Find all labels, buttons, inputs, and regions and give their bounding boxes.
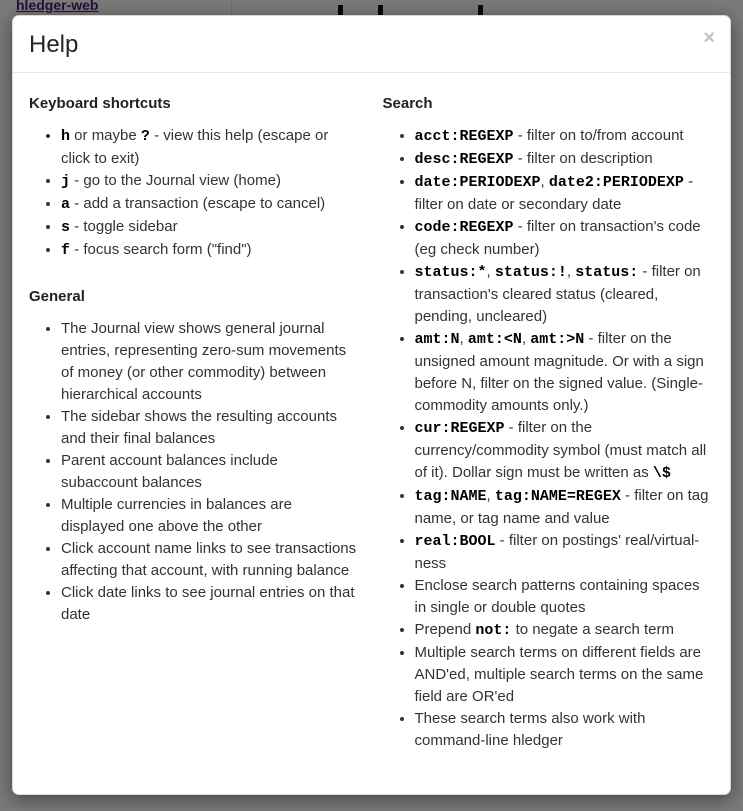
code-term: ? xyxy=(140,127,150,145)
help-modal xyxy=(12,15,731,795)
help-list-item: • date:PERIODEXP, date2:PERIODEXP - filter on date or secondary date xyxy=(415,171,713,216)
help-list-item: • a - add a transaction (escape to cancel) xyxy=(61,193,359,216)
right-column xyxy=(383,93,713,762)
code-term: cur:REGEXP xyxy=(414,419,505,437)
help-list-item: • status:*, status:!, status: - filter on transaction's cleared status (cleared, pending, uncleared) xyxy=(415,261,713,328)
modal-body xyxy=(13,73,730,782)
help-list-item: • Click account name links to see transactions affecting that account, with running balance xyxy=(61,538,359,582)
code-term: j xyxy=(61,172,71,190)
code-term: tag:NAME xyxy=(414,487,487,505)
help-list-item: • These search terms also work with command-line hledger xyxy=(415,708,713,752)
help-list-item: • amt:N, amt:<N, amt:>N - filter on the unsigned amount magnitude. Or with a sign before N, filter on the signed value. (Single-commodity amounts only.) xyxy=(415,328,713,417)
close-icon[interactable]: × xyxy=(703,27,715,49)
help-list-item: • tag:NAME, tag:NAME=REGEX - filter on tag name, or tag name and value xyxy=(415,485,713,530)
code-term: not: xyxy=(475,621,512,639)
code-term: code:REGEXP xyxy=(414,218,514,236)
help-list-item: • Enclose search patterns containing spaces in single or double quotes xyxy=(415,575,713,619)
section-heading: Keyboard shortcuts xyxy=(29,94,171,112)
help-list-item: • f - focus search form ("find") xyxy=(61,239,359,262)
help-list xyxy=(383,125,713,752)
code-term: status: xyxy=(575,263,639,281)
help-list-item: • Multiple search terms on different fields are AND'ed, multiple search terms on the same field are OR'ed xyxy=(415,642,713,708)
code-term: acct:REGEXP xyxy=(414,127,514,145)
modal-header xyxy=(13,16,730,73)
code-term: desc:REGEXP xyxy=(414,150,514,168)
code-term: \$ xyxy=(652,464,671,482)
code-term: f xyxy=(61,241,71,259)
help-list-item: • The Journal view shows general journal entries, representing zero-sum movements of money (or other commodity) between hierarchical accounts xyxy=(61,318,359,406)
help-list-item: • The sidebar shows the resulting accounts and their final balances xyxy=(61,406,359,450)
help-list-item: • Parent account balances include subaccount balances xyxy=(61,450,359,494)
help-list-item: • code:REGEXP - filter on transaction's code (eg check number) xyxy=(415,216,713,261)
help-list-item: • cur:REGEXP - filter on the currency/commodity symbol (must match all of it). Dollar sign must be written as \$ xyxy=(415,417,713,485)
code-term: amt:N xyxy=(414,330,460,348)
left-column xyxy=(29,93,359,762)
section-heading: Search xyxy=(382,94,433,112)
section-heading: General xyxy=(29,287,85,305)
help-list-item: • real:BOOL - filter on postings' real/virtual-ness xyxy=(415,530,713,575)
help-list-item: • h or maybe ? - view this help (escape or click to exit) xyxy=(61,125,359,170)
code-term: h xyxy=(61,127,71,145)
code-term: date:PERIODEXP xyxy=(414,173,541,191)
help-list-item: • Prepend not: to negate a search term xyxy=(415,619,713,642)
help-list-item: • j - go to the Journal view (home) xyxy=(61,170,359,193)
code-term: amt:<N xyxy=(467,330,522,348)
modal-title: Help xyxy=(29,31,79,58)
help-list-item: • acct:REGEXP - filter on to/from account xyxy=(415,125,713,148)
code-term: s xyxy=(61,218,71,236)
code-term: tag:NAME=REGEX xyxy=(494,487,621,505)
help-list xyxy=(29,125,359,262)
code-term: real:BOOL xyxy=(414,532,496,550)
code-term: a xyxy=(61,195,71,213)
help-list-item: • Click date links to see journal entries on that date xyxy=(61,582,359,626)
code-term: date2:PERIODEXP xyxy=(548,173,684,191)
help-list-item: • Multiple currencies in balances are displayed one above the other xyxy=(61,494,359,538)
help-list xyxy=(29,318,359,626)
help-list-item: • s - toggle sidebar xyxy=(61,216,359,239)
help-list-item: • desc:REGEXP - filter on description xyxy=(415,148,713,171)
code-term: status:! xyxy=(494,263,567,281)
code-term: status:* xyxy=(414,263,487,281)
code-term: amt:>N xyxy=(530,330,585,348)
